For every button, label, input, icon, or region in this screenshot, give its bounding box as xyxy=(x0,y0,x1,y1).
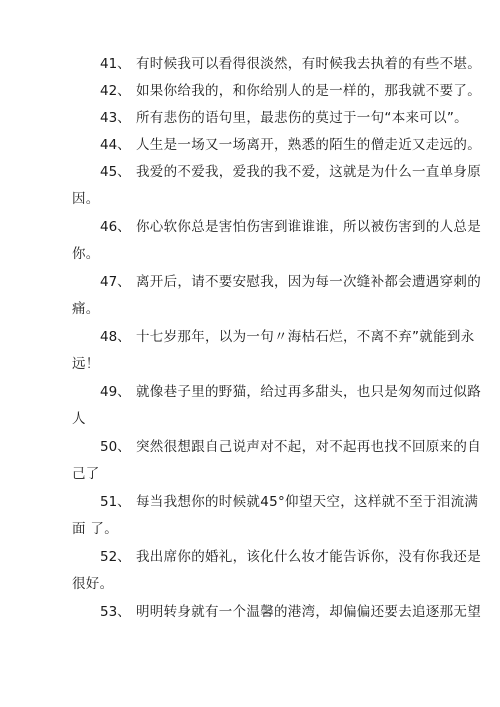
item-text: 我出席你的婚礼，该化什么妆才能告诉你，没有你我还是 xyxy=(136,549,481,565)
item-text: 十七岁那年，以为一句〃海枯石烂，不离不弃”就能到永 xyxy=(136,329,475,345)
item-text-continuation: 痛。 xyxy=(72,301,100,317)
item-text-continuation: 远！ xyxy=(72,356,100,372)
item-number: 50、 xyxy=(100,439,131,455)
item-number: 44、 xyxy=(100,137,131,153)
item-number: 51、 xyxy=(100,494,131,510)
item-number: 42、 xyxy=(100,83,131,99)
item-number: 46、 xyxy=(100,219,131,235)
item-text: 有时候我可以看得很淡然，有时候我去执着的有些不堪。 xyxy=(136,56,481,72)
item-number: 53、 xyxy=(100,604,131,620)
item-text-continuation: 因。 xyxy=(72,191,100,207)
item-text-continuation: 很好。 xyxy=(72,576,114,592)
item-text: 你心软你总是害怕伤害到谁谁谁，所以被伤害到的人总是 xyxy=(136,219,481,235)
item-number: 47、 xyxy=(100,274,131,290)
item-number: 41、 xyxy=(100,56,131,72)
item-text: 就像巷子里的野猫，给过再多甜头，也只是匆匆而过似路 xyxy=(136,384,481,400)
item-text: 如果你给我的，和你给别人的是一样的，那我就不要了。 xyxy=(136,83,481,99)
item-number: 45、 xyxy=(100,164,131,180)
item-text-continuation: 人 xyxy=(72,411,86,427)
item-number: 48、 xyxy=(100,329,131,345)
item-text: 突然很想跟自己说声对不起，对不起再也找不回原来的自 xyxy=(136,439,481,455)
item-text: 每当我想你的时候就45°仰望天空，这样就不至于泪流满 xyxy=(136,494,479,510)
item-number: 52、 xyxy=(100,549,131,565)
item-text-continuation: 己了 xyxy=(72,466,100,482)
item-text-continuation: 你。 xyxy=(72,246,100,262)
item-text-continuation: 面 了。 xyxy=(72,521,118,537)
item-text: 明明转身就有一个温馨的港湾，却偏偏还要去追逐那无望 xyxy=(136,604,481,620)
item-text: 人生是一场又一场离开，熟悉的陌生的僧走近又走远的。 xyxy=(136,137,481,153)
item-number: 43、 xyxy=(100,110,131,126)
item-text: 我爱的不爱我，爱我的我不爱，这就是为什么一直单身原 xyxy=(136,164,481,180)
item-number: 49、 xyxy=(100,384,131,400)
item-text: 离开后，请不要安慰我，因为每一次缝补都会遭遇穿刺的 xyxy=(136,274,481,290)
item-text: 所有悲伤的语句里，最悲伤的莫过于一句“本来可以”。 xyxy=(136,110,468,126)
